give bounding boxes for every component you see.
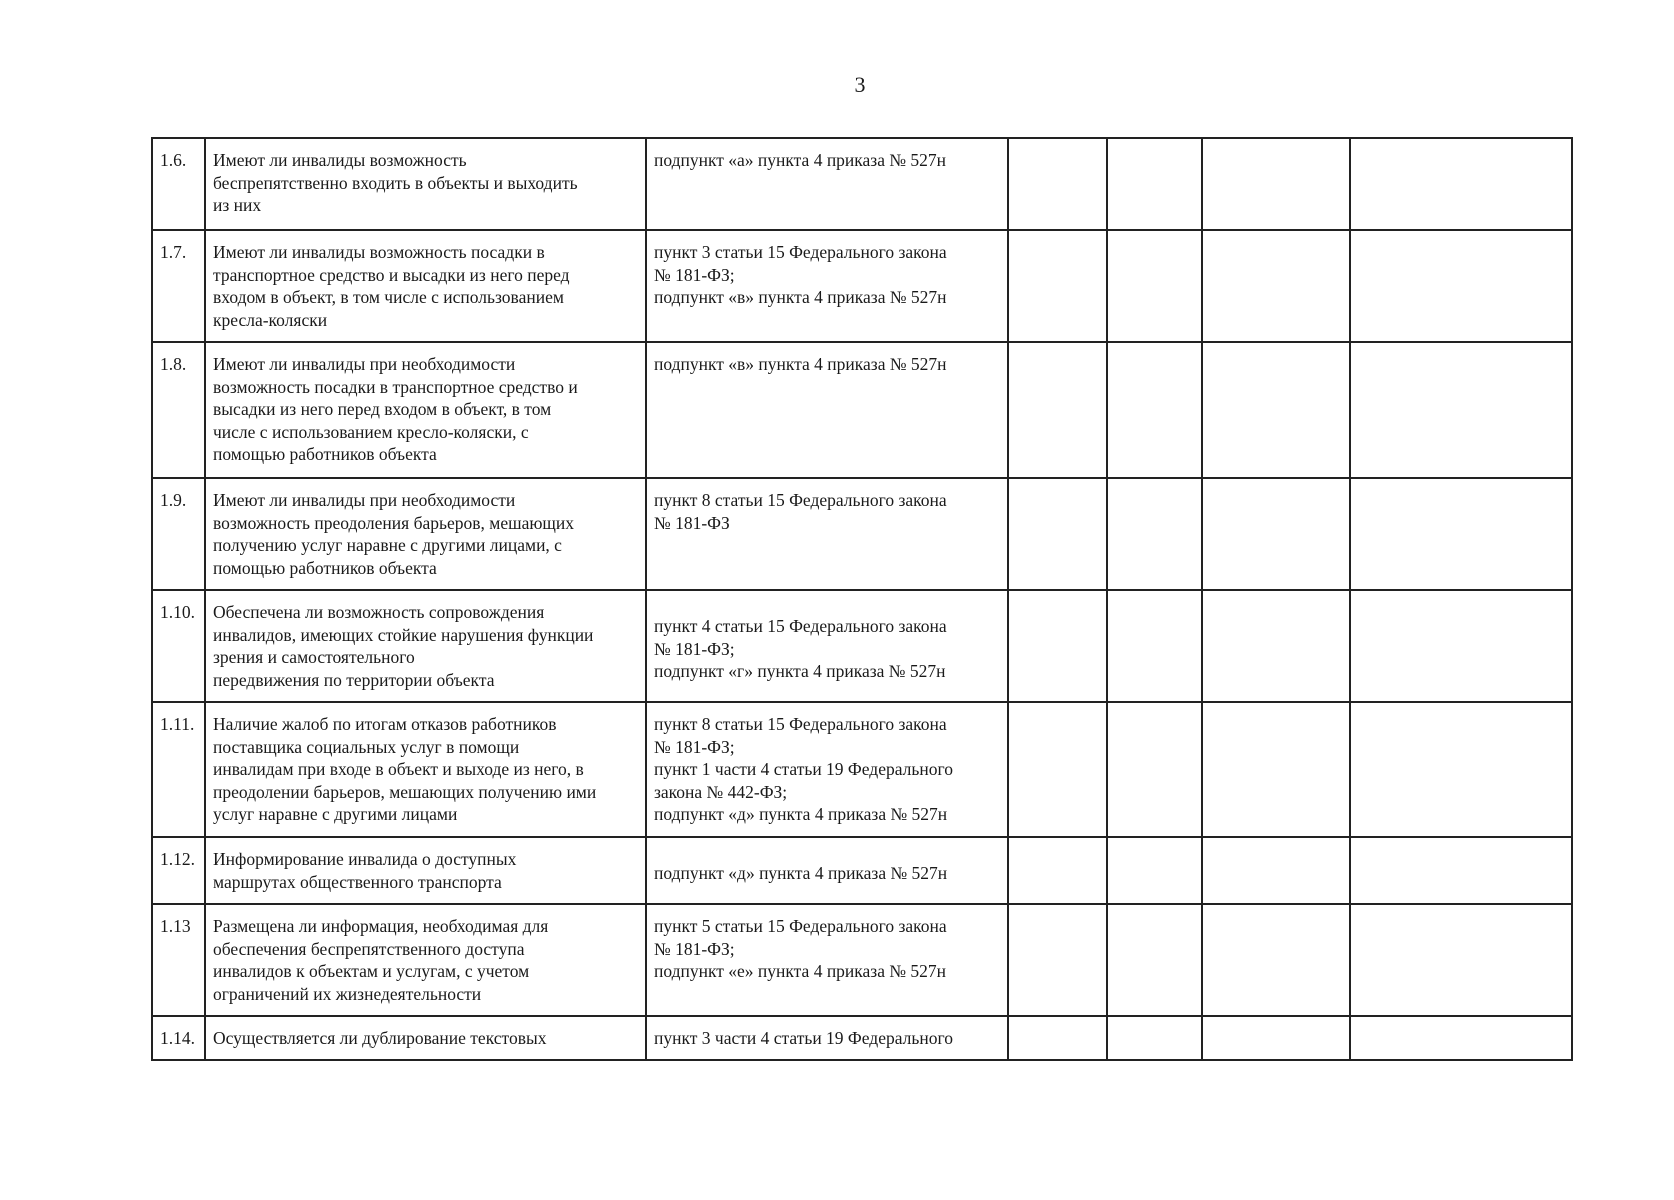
question-line: преодолении барьеров, мешающих получению ими — [213, 781, 597, 802]
question-line: входом в объект, в том числе с использованием — [213, 287, 564, 307]
answer-cell[interactable] — [1107, 904, 1202, 1016]
reference-cell — [646, 138, 1008, 230]
question-line: помощью работников объекта — [213, 557, 437, 578]
question-line: возможность посадки в транспортное средство и — [213, 376, 578, 397]
answer-cell[interactable] — [1107, 1016, 1202, 1060]
question-line: Имеют ли инвалиды при необходимости — [213, 490, 516, 510]
answer-cell[interactable] — [1008, 590, 1107, 702]
question-line: передвижения по территории объекта — [213, 669, 495, 690]
table-row — [152, 904, 1572, 1016]
answer-cell[interactable] — [1350, 478, 1572, 590]
answer-cell[interactable] — [1107, 837, 1202, 904]
question-line: Наличие жалоб по итогам отказов работников — [213, 714, 557, 734]
answer-cell[interactable] — [1350, 904, 1572, 1016]
answer-cell[interactable] — [1350, 1016, 1572, 1060]
answer-cell[interactable] — [1350, 138, 1572, 230]
reference-line: подпункт «в» пункта 4 приказа № 527н — [654, 354, 947, 374]
reference-cell — [646, 1016, 1008, 1060]
question-line: Информирование инвалида о доступных — [213, 849, 517, 869]
question-line: Осуществляется ли дублирование текстовых — [213, 1028, 547, 1048]
reference-line: № 181-ФЗ — [654, 512, 730, 533]
question-line: получению услуг наравне с другими лицами, с — [213, 535, 562, 555]
answer-cell[interactable] — [1008, 837, 1107, 904]
reference-line: № 181-ФЗ; — [654, 264, 735, 285]
question-line: маршрутах общественного транспорта — [213, 871, 502, 892]
reference-line: пункт 3 статьи 15 Федерального закона — [654, 242, 947, 262]
answer-cell[interactable] — [1202, 478, 1350, 590]
question-line: высадки из него перед входом в объект, в том — [213, 399, 552, 419]
item-number: 1.14. — [152, 1016, 205, 1060]
answer-cell[interactable] — [1008, 138, 1107, 230]
question-line: зрения и самостоятельного — [213, 647, 415, 667]
question-line: помощью работников объекта — [213, 444, 437, 464]
answer-cell[interactable] — [1202, 590, 1350, 702]
item-number: 1.8. — [152, 342, 205, 478]
reference-line: подпункт «в» пункта 4 приказа № 527н — [654, 287, 947, 307]
item-number: 1.7. — [152, 230, 205, 342]
reference-line: пункт 8 статьи 15 Федерального закона — [654, 714, 947, 734]
answer-cell[interactable] — [1202, 1016, 1350, 1060]
reference-line: пункт 3 части 4 статьи 19 Федерального — [654, 1028, 953, 1048]
reference-line: подпункт «д» пункта 4 приказа № 527н — [654, 863, 948, 884]
reference-line: пункт 4 статьи 15 Федерального закона — [654, 616, 947, 637]
table-row — [152, 230, 1572, 342]
question-cell — [205, 1016, 646, 1060]
reference-cell — [646, 342, 1008, 478]
answer-cell[interactable] — [1008, 342, 1107, 478]
reference-cell — [646, 904, 1008, 1016]
answer-cell[interactable] — [1107, 478, 1202, 590]
answer-cell[interactable] — [1202, 904, 1350, 1016]
table-row — [152, 702, 1572, 837]
question-line: обеспечения беспрепятственного доступа — [213, 938, 525, 959]
question-line: инвалидам при входе в объект и выходе из него, в — [213, 759, 584, 779]
answer-cell[interactable] — [1202, 342, 1350, 478]
question-cell — [205, 904, 646, 1016]
question-cell — [205, 138, 646, 230]
reference-line: подпункт «а» пункта 4 приказа № 527н — [654, 150, 947, 170]
reference-line: пункт 8 статьи 15 Федерального закона — [654, 490, 947, 510]
item-number: 1.13 — [152, 904, 205, 1016]
question-line: беспрепятственно входить в объекты и выходить — [213, 172, 578, 193]
answer-cell[interactable] — [1202, 230, 1350, 342]
question-line: возможность преодоления барьеров, мешающих — [213, 512, 574, 533]
answer-cell[interactable] — [1350, 702, 1572, 837]
checklist-table — [151, 137, 1573, 1061]
reference-line: № 181-ФЗ; — [654, 938, 735, 959]
answer-cell[interactable] — [1008, 230, 1107, 342]
table-row — [152, 478, 1572, 590]
question-line: Обеспечена ли возможность сопровождения — [213, 602, 545, 622]
question-cell — [205, 478, 646, 590]
question-line: ограничений их жизнедеятельности — [213, 983, 482, 1004]
question-cell — [205, 590, 646, 702]
question-line: Имеют ли инвалиды при необходимости — [213, 354, 516, 374]
question-line: инвалидов к объектам и услугам, с учетом — [213, 961, 530, 981]
reference-cell — [646, 478, 1008, 590]
question-line: Имеют ли инвалиды возможность — [213, 150, 467, 170]
answer-cell[interactable] — [1202, 138, 1350, 230]
question-line: услуг наравне с другими лицами — [213, 804, 458, 824]
answer-cell[interactable] — [1350, 230, 1572, 342]
reference-line: № 181-ФЗ; — [654, 638, 735, 659]
reference-line: подпункт «д» пункта 4 приказа № 527н — [654, 804, 948, 824]
reference-cell — [646, 230, 1008, 342]
item-number: 1.6. — [152, 138, 205, 230]
question-line: числе с использованием кресло-коляски, с — [213, 421, 529, 442]
item-number: 1.12. — [152, 837, 205, 904]
answer-cell[interactable] — [1008, 1016, 1107, 1060]
question-line: инвалидов, имеющих стойкие нарушения функции — [213, 624, 594, 645]
reference-line: № 181-ФЗ; — [654, 736, 735, 757]
table-row — [152, 138, 1572, 230]
answer-cell[interactable] — [1202, 837, 1350, 904]
item-number: 1.10. — [152, 590, 205, 702]
answer-cell[interactable] — [1107, 342, 1202, 478]
reference-line: пункт 1 части 4 статьи 19 Федерального — [654, 759, 953, 779]
answer-cell[interactable] — [1350, 590, 1572, 702]
answer-cell[interactable] — [1202, 702, 1350, 837]
question-line: из них — [213, 195, 262, 215]
page-number: 3 — [854, 72, 866, 97]
reference-line: пункт 5 статьи 15 Федерального закона — [654, 916, 947, 936]
answer-cell[interactable] — [1008, 478, 1107, 590]
table-row — [152, 590, 1572, 702]
answer-cell[interactable] — [1107, 702, 1202, 837]
answer-cell[interactable] — [1107, 590, 1202, 702]
table-row — [152, 1016, 1572, 1060]
question-cell — [205, 230, 646, 342]
table-row — [152, 837, 1572, 904]
answer-cell[interactable] — [1107, 138, 1202, 230]
answer-cell[interactable] — [1008, 904, 1107, 1016]
reference-cell — [646, 702, 1008, 837]
question-line: Имеют ли инвалиды возможность посадки в — [213, 242, 545, 262]
item-number: 1.9. — [152, 478, 205, 590]
reference-cell — [646, 590, 1008, 702]
reference-cell — [646, 837, 1008, 904]
reference-line: подпункт «г» пункта 4 приказа № 527н — [654, 661, 946, 682]
answer-cell[interactable] — [1350, 342, 1572, 478]
question-line: поставщика социальных услуг в помощи — [213, 736, 520, 757]
answer-cell[interactable] — [1350, 837, 1572, 904]
question-cell — [205, 342, 646, 478]
item-number: 1.11. — [152, 702, 205, 837]
question-line: кресла-коляски — [213, 309, 328, 330]
reference-line: подпункт «е» пункта 4 приказа № 527н — [654, 961, 947, 981]
question-line: транспортное средство и высадки из него перед — [213, 264, 570, 285]
question-cell — [205, 702, 646, 837]
reference-line: закона № 442-ФЗ; — [654, 781, 788, 802]
question-line: Размещена ли информация, необходимая для — [213, 916, 549, 936]
question-cell — [205, 837, 646, 904]
answer-cell[interactable] — [1008, 702, 1107, 837]
answer-cell[interactable] — [1107, 230, 1202, 342]
table-row — [152, 342, 1572, 478]
